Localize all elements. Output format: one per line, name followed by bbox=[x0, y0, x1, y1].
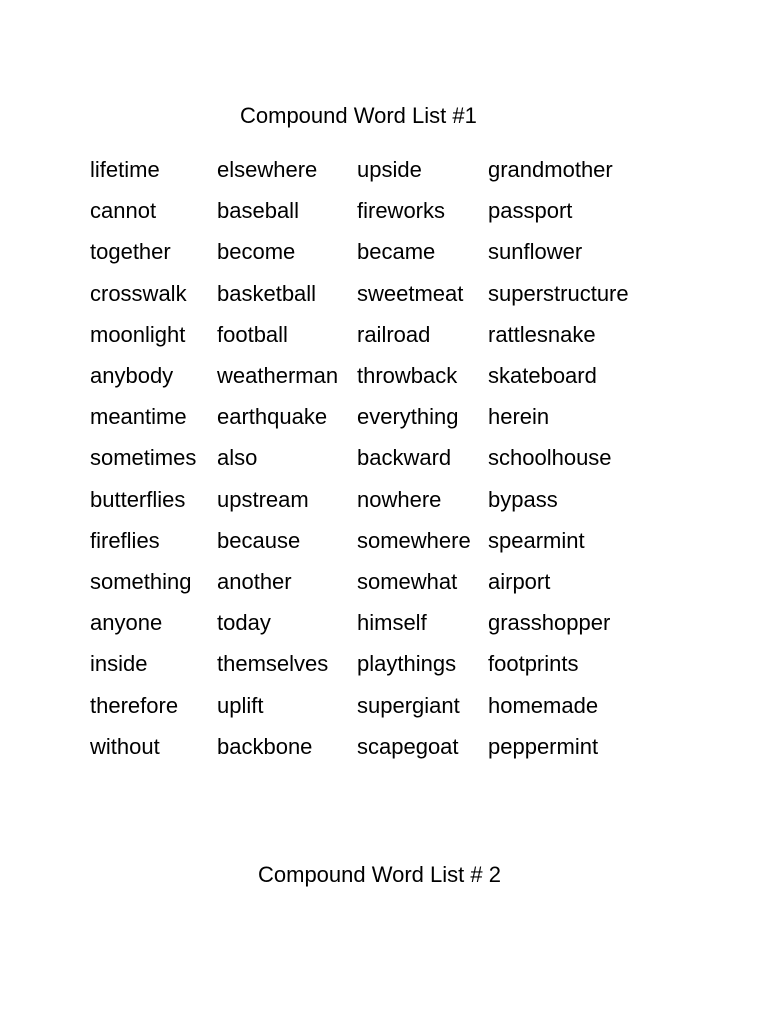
word-cell: inside bbox=[90, 651, 148, 676]
word-cell: moonlight bbox=[90, 322, 186, 347]
word-row bbox=[90, 693, 690, 719]
word-row bbox=[90, 363, 690, 389]
word-cell: therefore bbox=[90, 693, 179, 718]
word-cell: backward bbox=[357, 445, 452, 470]
word-row bbox=[90, 528, 690, 554]
word-cell: himself bbox=[357, 610, 427, 635]
word-cell: because bbox=[217, 528, 301, 553]
word-cell: schoolhouse bbox=[488, 445, 612, 470]
word-cell: scapegoat bbox=[357, 734, 459, 759]
word-row bbox=[90, 445, 690, 471]
word-row bbox=[90, 239, 690, 265]
word-cell: upstream bbox=[217, 487, 309, 512]
word-cell: supergiant bbox=[357, 693, 460, 718]
word-cell: basketball bbox=[217, 281, 317, 306]
word-cell: another bbox=[217, 569, 292, 594]
word-cell: sweetmeat bbox=[357, 281, 464, 306]
word-cell: butterflies bbox=[90, 487, 186, 512]
word-cell: homemade bbox=[488, 693, 599, 718]
word-row bbox=[90, 487, 690, 513]
word-cell: earthquake bbox=[217, 404, 328, 429]
word-cell: passport bbox=[488, 198, 573, 223]
word-cell: weatherman bbox=[217, 363, 339, 388]
word-cell: also bbox=[217, 445, 258, 470]
word-cell: uplift bbox=[217, 693, 264, 718]
word-cell: something bbox=[90, 569, 192, 594]
word-cell: herein bbox=[488, 404, 550, 429]
word-cell: anyone bbox=[90, 610, 163, 635]
word-cell: fireflies bbox=[90, 528, 160, 553]
word-cell: backbone bbox=[217, 734, 313, 759]
word-cell: airport bbox=[488, 569, 551, 594]
word-cell: somewhere bbox=[357, 528, 471, 553]
word-row bbox=[90, 281, 690, 307]
word-cell: bypass bbox=[488, 487, 558, 512]
word-cell: fireworks bbox=[357, 198, 446, 223]
word-cell: skateboard bbox=[488, 363, 597, 388]
word-cell: meantime bbox=[90, 404, 187, 429]
word-cell: sometimes bbox=[90, 445, 197, 470]
word-cell: crosswalk bbox=[90, 281, 187, 306]
word-row bbox=[90, 569, 690, 595]
word-row bbox=[90, 651, 690, 677]
word-cell: today bbox=[217, 610, 271, 635]
word-cell: sunflower bbox=[488, 239, 583, 264]
word-cell: anybody bbox=[90, 363, 174, 388]
word-cell: without bbox=[90, 734, 160, 759]
word-cell: somewhat bbox=[357, 569, 458, 594]
word-cell: railroad bbox=[357, 322, 431, 347]
list-1-title: Compound Word List #1 bbox=[240, 103, 477, 128]
word-cell: together bbox=[90, 239, 171, 264]
word-cell: spearmint bbox=[488, 528, 585, 553]
word-cell: peppermint bbox=[488, 734, 599, 759]
word-cell: grandmother bbox=[488, 157, 613, 182]
word-cell: cannot bbox=[90, 198, 157, 223]
word-cell: superstructure bbox=[488, 281, 629, 306]
word-cell: themselves bbox=[217, 651, 329, 676]
word-row bbox=[90, 157, 690, 183]
word-cell: lifetime bbox=[90, 157, 160, 182]
word-cell: elsewhere bbox=[217, 157, 318, 182]
word-cell: become bbox=[217, 239, 296, 264]
word-row bbox=[90, 322, 690, 348]
word-row bbox=[90, 404, 690, 430]
word-row bbox=[90, 198, 690, 224]
word-row bbox=[90, 734, 690, 760]
word-cell: footprints bbox=[488, 651, 579, 676]
word-cell: rattlesnake bbox=[488, 322, 596, 347]
word-cell: everything bbox=[357, 404, 459, 429]
word-cell: became bbox=[357, 239, 436, 264]
word-cell: football bbox=[217, 322, 288, 347]
word-cell: grasshopper bbox=[488, 610, 611, 635]
word-cell: nowhere bbox=[357, 487, 442, 512]
list-2-title: Compound Word List # 2 bbox=[258, 862, 501, 887]
word-row bbox=[90, 610, 690, 636]
word-cell: upside bbox=[357, 157, 422, 182]
word-cell: baseball bbox=[217, 198, 299, 223]
word-cell: throwback bbox=[357, 363, 458, 388]
word-cell: playthings bbox=[357, 651, 457, 676]
